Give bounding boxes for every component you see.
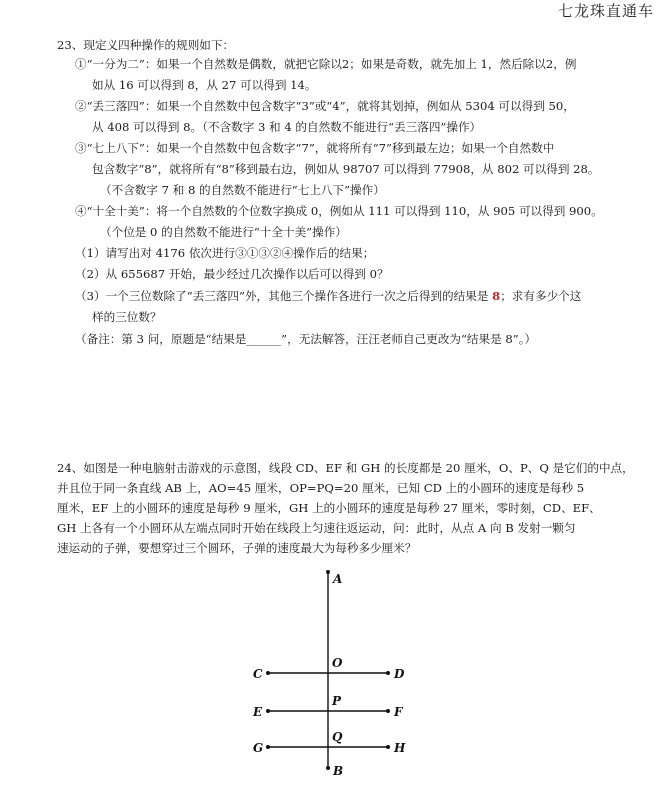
q23-rule3-line2: 包含数字“8”，就将所有“8”移到最右边，例如从 98707 可以得到 77908，从 802 可以得到 28。	[92, 162, 600, 176]
point-f	[386, 709, 390, 713]
q23-sub3-highlight: 8	[492, 289, 501, 303]
q24-line2: 并且位于同一条直线 AB 上，AO=45 厘米，OP=PQ=20 厘米，已知 CD 上的小圆环的速度是每秒 5	[57, 481, 585, 495]
q23-sub3-line2: 样的三位数？	[92, 310, 162, 324]
q23-rule2-line2: 从 408 可以得到 8。（不含数字 3 和 4 的自然数不能进行“丢三落四”操作）	[92, 120, 482, 134]
q24-line5: 速运动的子弹，要想穿过三个圆环，子弹的速度最大为每秒多少厘米？	[57, 541, 417, 555]
label-p: P	[332, 694, 342, 708]
label-f: F	[394, 705, 403, 719]
q23-rule2-line1: ②“丢三落四”：如果一个自然数中包含数字“3”或“4”，就将其划掉，例如从 5304 可以得到 50，	[75, 99, 575, 113]
shooting-game-diagram	[240, 566, 430, 786]
q23-rule1-line1: ①“一分为二”：如果一个自然数是偶数，就把它除以2；如果是奇数，就先加上 1，然后除以2，例	[75, 57, 577, 71]
point-a	[326, 570, 330, 574]
q23-rule4-line1: ④“十全十美”：将一个自然数的个位数字换成 0，例如从 111 可以得到 110，从 905 可以得到 900。	[75, 204, 603, 218]
label-g: G	[253, 741, 264, 755]
q23-rule4-line2: （个位是 0 的自然数不能进行“十全十美”操作）	[100, 225, 347, 239]
point-b	[326, 766, 330, 770]
q23-rule3-line1: ③“七上八下”：如果一个自然数中包含数字“7”，就将所有“7”移到最左边；如果一个自然数中	[75, 141, 555, 155]
point-e	[266, 709, 270, 713]
q23-title: 23、现定义四种操作的规则如下：	[57, 38, 235, 52]
q23-sub1: （1）请写出对 4176 依次进行③①③②④操作后的结果；	[75, 246, 375, 260]
label-d: D	[394, 667, 405, 681]
label-o: O	[332, 656, 343, 670]
label-a: A	[333, 572, 343, 586]
q23-rule3-line3: （不含数字 7 和 8 的自然数不能进行“七上八下”操作）	[100, 183, 385, 197]
q23-rule1-line2: 如从 16 可以得到 8，从 27 可以得到 14。	[92, 78, 317, 92]
q23-sub3-line1	[75, 288, 581, 304]
q24-line4: GH 上各有一个小圆环从左端点同时开始在线段上匀速往返运动，问：此时，从点 A 向 B 发射一颗匀	[57, 521, 576, 535]
q23-sub3-text-before: （3）一个三位数除了“丢三落四”外，其他三个操作各进行一次之后得到的结果是	[75, 289, 493, 303]
point-d	[386, 671, 390, 675]
q23-sub2: （2）从 655687 开始，最少经过几次操作以后可以得到 0？	[75, 267, 389, 281]
label-q: Q	[332, 730, 343, 744]
label-b: B	[333, 764, 344, 778]
q24-line3: 厘米，EF 上的小圆环的速度是每秒 9 厘米，GH 上的小圆环的速度是每秒 27 厘米，零时刻，CD、EF、	[57, 501, 601, 515]
point-h	[386, 745, 390, 749]
label-e: E	[253, 705, 263, 719]
point-c	[266, 671, 270, 675]
q23-sub3-text-after: ；求有多少个这	[500, 289, 582, 303]
label-c: C	[253, 667, 263, 681]
brand-header: 七龙珠直通车	[557, 2, 654, 20]
label-h: H	[394, 741, 406, 755]
q23-note: （备注：第 3 问，原题是“结果是______”，无法解答，汪汪老师自己更改为“结果是 8”。）	[75, 332, 537, 346]
q24-line1: 24、如图是一种电脑射击游戏的示意图，线段 CD、EF 和 GH 的长度都是 20 厘米，O、P、Q 是它们的中点，	[57, 461, 634, 475]
point-g	[266, 745, 270, 749]
